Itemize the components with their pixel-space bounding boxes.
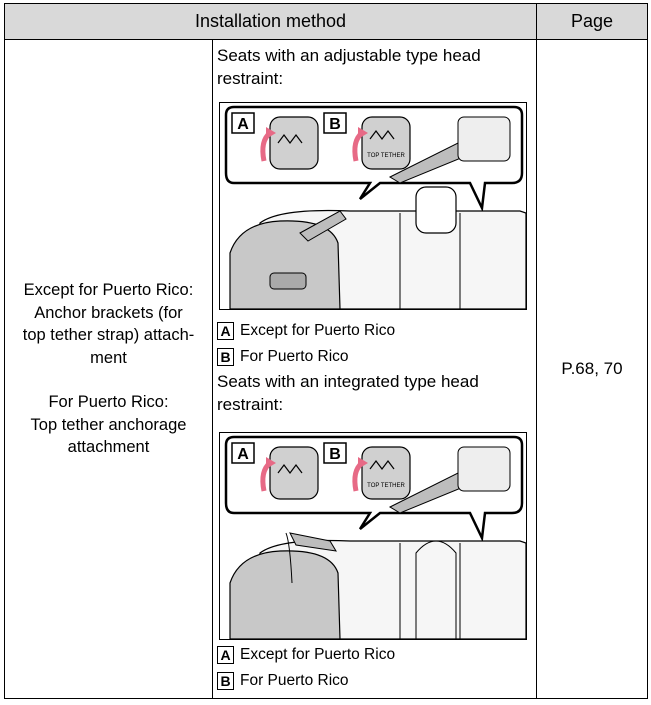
seat-illustration [220, 433, 526, 639]
top-tether-tag: TOP TETHER [367, 483, 405, 489]
callout-a-label: A [237, 116, 249, 133]
page-reference: P.68, 70 [561, 359, 623, 378]
top-tether-tag: TOP TETHER [367, 153, 405, 159]
callout-a-label: A [237, 446, 249, 463]
column-divider [212, 40, 213, 698]
title-line: Seats with an adjustable type head [217, 46, 481, 65]
title-line: Seats with an integrated type head [217, 372, 479, 391]
callout-b-label: B [329, 446, 341, 463]
legend-label: Except for Puerto Rico [240, 646, 396, 663]
legend-key: A [217, 646, 234, 664]
section-title-integrated [217, 370, 527, 416]
callout-b-label: B [329, 116, 341, 133]
figure-adjustable-headrest [219, 102, 527, 310]
header-installation-method: Installation method [194, 11, 347, 31]
legend-key: B [217, 348, 234, 366]
method-text-line: top tether strap) attach- [22, 326, 195, 345]
title-line: restraint: [217, 395, 284, 414]
seat-illustration [220, 103, 526, 309]
header-page: Page [570, 11, 614, 31]
method-text-line: attachment [67, 438, 150, 457]
table-header [5, 4, 647, 40]
legend-key: A [217, 322, 234, 340]
legend-key: B [217, 672, 234, 690]
legend-item-a [217, 646, 395, 664]
legend-item-b [217, 348, 349, 366]
figure-integrated-headrest [219, 432, 527, 640]
installation-method-cell [5, 40, 212, 698]
method-text-line: Anchor brackets (for [34, 303, 183, 322]
method-text-line: Top tether anchorage [30, 415, 187, 434]
legend-label: For Puerto Rico [240, 348, 349, 365]
legend-label: Except for Puerto Rico [240, 322, 396, 339]
method-text-line: Except for Puerto Rico: [23, 281, 194, 300]
method-text-line: For Puerto Rico: [48, 393, 169, 412]
legend-label: For Puerto Rico [240, 672, 349, 689]
method-text-line: ment [90, 348, 127, 367]
legend-item-b [217, 672, 349, 690]
title-line: restraint: [217, 69, 284, 88]
section-title-adjustable [217, 44, 527, 90]
installation-table [4, 3, 648, 699]
legend-item-a [217, 322, 395, 340]
